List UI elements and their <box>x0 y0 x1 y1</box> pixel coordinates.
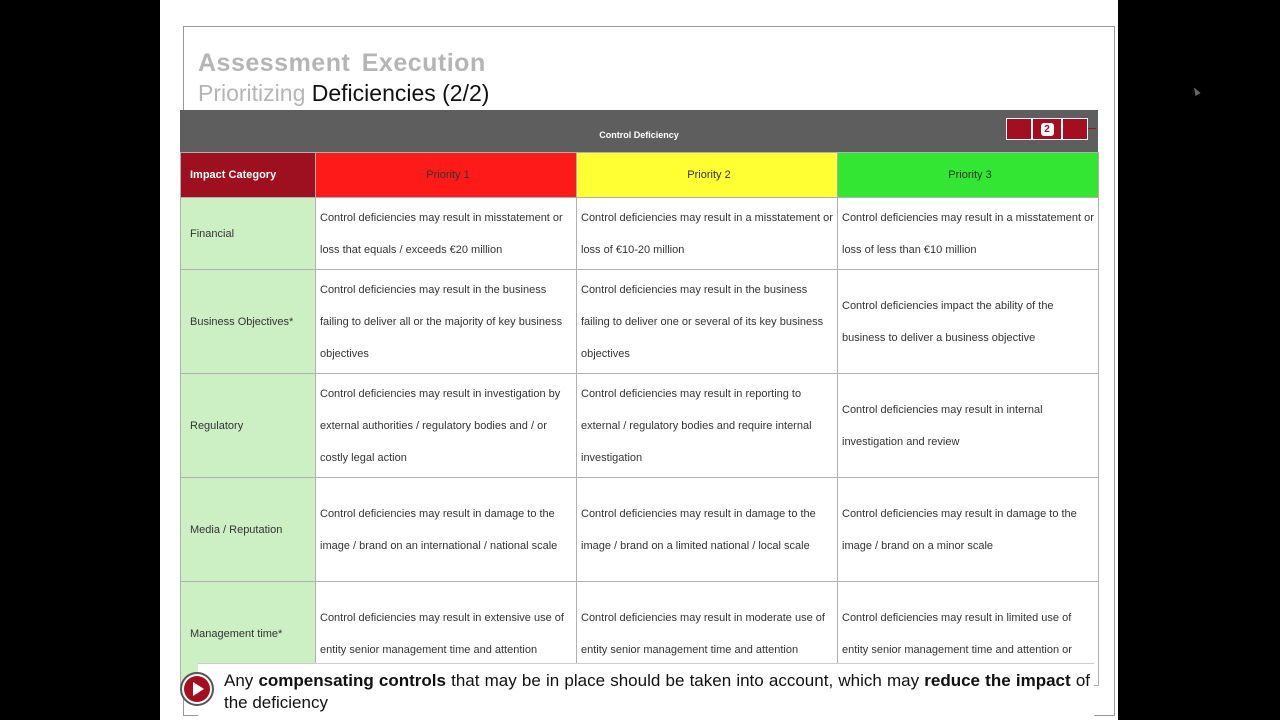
control-deficiency-header: Control Deficiency <box>180 110 1098 152</box>
cell-priority-3: Control deficiencies may result in damage to the image / brand on a minor scale <box>838 478 1099 582</box>
footer-text-part: Any <box>224 671 259 690</box>
footer-text-part: that may be in place should be taken into account, which may <box>445 671 925 690</box>
play-triangle <box>193 682 204 696</box>
footer-bold-compensating: compensating controls <box>258 671 446 690</box>
play-arrow-inner <box>184 676 210 702</box>
nav-prev-segment[interactable] <box>1006 118 1032 140</box>
cell-priority-1: Control deficiencies may result in investigation by external authorities / regulatory bodies and / or costly legal action <box>316 374 577 478</box>
table-row <box>181 478 1099 582</box>
row-category: Media / Reputation <box>181 478 316 582</box>
nav-number <box>1032 118 1062 140</box>
table-row <box>181 374 1099 478</box>
play-arrow-icon <box>180 672 214 706</box>
cell-priority-2: Control deficiencies may result in moderate use of entity senior management time and attention <box>577 582 838 686</box>
col-priority-1: Priority 1 <box>316 153 577 198</box>
cell-priority-3: Control deficiencies may result in internal investigation and review <box>838 374 1099 478</box>
cell-priority-3: Control deficiencies may result in a misstatement or loss of less than €10 million <box>838 198 1099 270</box>
footer-text-part: of the deficiency <box>224 671 1091 712</box>
badge-number: 2 <box>1041 123 1054 136</box>
row-category: Financial <box>181 198 316 270</box>
table-row <box>181 198 1099 270</box>
subtitle-main: Deficiencies (2/2) <box>311 80 490 106</box>
table-header-row <box>181 153 1099 198</box>
row-category: Regulatory <box>181 374 316 478</box>
row-category: Business Objectives* <box>181 270 316 374</box>
footer-bold-reduce: reduce the impact <box>924 671 1071 690</box>
cell-priority-3: Control deficiencies impact the ability of the business to deliver a business objective <box>838 270 1099 374</box>
cell-priority-1: Control deficiencies may result in the business failing to deliver all or the majority of key business objectives <box>316 270 577 374</box>
slide-title: Assessment Execution <box>198 49 486 77</box>
cell-priority-1: Control deficiencies may result in extensive use of entity senior management time and attention <box>316 582 577 686</box>
cell-priority-2: Control deficiencies may result in reporting to external / regulatory bodies and require internal investigation <box>577 374 838 478</box>
slide-subtitle <box>198 80 489 107</box>
deficiency-table-container <box>180 110 1098 686</box>
footer-note-text <box>224 670 1090 714</box>
cell-priority-2: Control deficiencies may result in a misstatement or loss of €10-20 million <box>577 198 838 270</box>
col-impact-category: Impact Category <box>181 153 316 198</box>
subtitle-prefix: Prioritizing <box>198 80 306 106</box>
col-priority-3: Priority 3 <box>838 153 1099 198</box>
nav-next-segment[interactable] <box>1062 118 1088 140</box>
slide-nav-badge[interactable] <box>1006 118 1088 140</box>
cell-priority-3: Control deficiencies may result in limited use of entity senior management time and attention or <box>838 582 1099 686</box>
cell-priority-1: Control deficiencies may result in damage to the image / brand on an international / national scale <box>316 478 577 582</box>
deficiency-table <box>180 152 1099 686</box>
row-category: Management time* <box>181 582 316 686</box>
cell-priority-1: Control deficiencies may result in misstatement or loss that equals / exceeds €20 million <box>316 198 577 270</box>
cell-priority-2: Control deficiencies may result in damage to the image / brand on a limited national / local scale <box>577 478 838 582</box>
cell-priority-2: Control deficiencies may result in the business failing to deliver one or several of its key business objectives <box>577 270 838 374</box>
badge-connector <box>1088 128 1096 129</box>
slide <box>160 0 1118 720</box>
table-row <box>181 270 1099 374</box>
col-priority-2: Priority 2 <box>577 153 838 198</box>
mouse-cursor-icon <box>1191 86 1200 96</box>
